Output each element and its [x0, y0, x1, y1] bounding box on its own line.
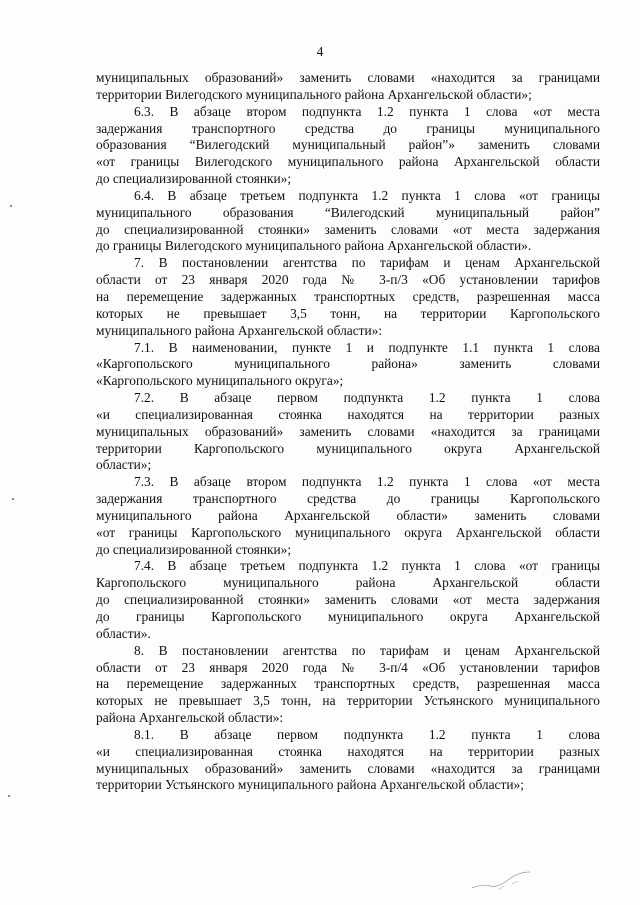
- paragraph-line: области»;: [96, 457, 152, 473]
- scan-mark: [468, 864, 538, 894]
- paragraph-line: которых не превышает 3,5 тонн, на территории Устьянского муниципального: [96, 693, 600, 709]
- paragraph-line: «Каргопольского муниципального округа»;: [96, 373, 344, 389]
- scan-speck: [8, 795, 10, 797]
- paragraph-line: задержания транспортного средства до границы муниципального: [96, 120, 600, 136]
- page-number: 4: [316, 44, 324, 59]
- paragraph-line: до специализированной стоянки»;: [96, 171, 292, 187]
- paragraph-line: 7.1. В наименовании, пункте 1 и подпункте 1.1 пункта 1 слова: [134, 339, 600, 355]
- paragraph-line: «и специализированная стоянка находятся на территории разных: [96, 743, 600, 759]
- paragraph-line: 7. В постановлении агентства по тарифам и ценам Архангельской: [134, 255, 600, 271]
- paragraph: [96, 558, 600, 642]
- paragraph-line: 6.3. В абзаце втором подпункта 1.2 пункта 1 слова «от места: [134, 103, 600, 119]
- paragraph-line: 8.1. В абзаце первом подпункта 1.2 пункта 1 слова: [134, 726, 600, 742]
- paragraph-line: муниципальных образований» заменить словами «находится за границами: [96, 423, 600, 439]
- paragraph: [96, 474, 600, 558]
- paragraph: [96, 104, 600, 188]
- paragraph-line: которых не превышает 3,5 тонн, на территории Каргопольского: [96, 305, 600, 321]
- paragraph-line: «от границы Каргопольского муниципального округа Архангельской области: [96, 524, 600, 540]
- paragraph: [96, 70, 600, 104]
- paragraph-line: 8. В постановлении агентства по тарифам и ценам Архангельской: [134, 642, 600, 658]
- paragraph-line: муниципальных образований» заменить словами «находится за границами: [96, 70, 600, 85]
- scan-speck: [10, 205, 12, 207]
- paragraph-line: области от 23 января 2020 года № 3-п/3 «Об установлении тарифов: [96, 272, 600, 288]
- paragraph: [96, 390, 600, 474]
- scan-speck: [12, 498, 14, 500]
- paragraph-line: 6.4. В абзаце третьем подпункта 1.2 пункта 1 слова «от границы: [134, 187, 600, 203]
- paragraph-line: на перемещение задержанных транспортных средств, разрешенная масса: [96, 676, 600, 692]
- paragraph-line: до специализированной стоянки» заменить словами «от места задержания: [96, 221, 600, 237]
- paragraph-line: области».: [96, 625, 151, 641]
- paragraph-line: до специализированной стоянки» заменить словами «от места задержания: [96, 592, 600, 608]
- paragraph-line: муниципального образования “Вилегодский муниципальный район”: [96, 204, 600, 220]
- paragraph-line: до границы Каргопольского муниципального округа Архангельской: [96, 609, 600, 624]
- paragraph: [96, 643, 600, 727]
- paragraph-line: образования “Вилегодский муниципальный район”» заменить словами: [96, 137, 600, 153]
- paragraph: [96, 255, 600, 339]
- paragraph-line: муниципального района Архангельской области»:: [96, 322, 383, 338]
- paragraph-line: района Архангельской области»:: [96, 710, 284, 726]
- paragraph: [96, 340, 600, 391]
- paragraph-line: на перемещение задержанных транспортных средств, разрешенная масса: [96, 288, 600, 304]
- paragraph-line: территории Устьянского муниципального района Архангельской области»;: [96, 777, 524, 793]
- document-body: [96, 70, 600, 794]
- paragraph: [96, 188, 600, 255]
- paragraph-line: до границы Вилегодского муниципального района Архангельской области».: [96, 238, 532, 254]
- paragraph-line: области от 23 января 2020 года № 3-п/4 «Об установлении тарифов: [96, 659, 600, 675]
- paragraph-line: Каргопольского муниципального района Архангельской области: [96, 575, 600, 591]
- paragraph-line: «и специализированная стоянка находятся на территории разных: [96, 406, 600, 422]
- paragraph-line: «от границы Вилегодского муниципального района Архангельской области: [96, 154, 600, 170]
- paragraph-line: территории Вилегодского муниципального района Архангельской области»;: [96, 86, 532, 102]
- paragraph-line: территории Каргопольского муниципального округа Архангельской: [96, 440, 600, 456]
- paragraph: [96, 727, 600, 794]
- paragraph-line: муниципального района Архангельской области» заменить словами: [96, 507, 600, 523]
- paragraph-line: «Каргопольского муниципального района» заменить словами: [96, 356, 600, 372]
- paragraph-line: муниципальных образований» заменить словами «находится за границами: [96, 760, 600, 776]
- paragraph-line: 7.2. В абзаце первом подпункта 1.2 пункта 1 слова: [134, 390, 600, 406]
- paragraph-line: 7.4. В абзаце третьем подпункта 1.2 пункта 1 слова «от границы: [134, 558, 600, 574]
- paragraph-line: 7.3. В абзаце втором подпункта 1.2 пункта 1 слова «от места: [134, 474, 600, 490]
- paragraph-line: задержания транспортного средства до границы Каргопольского: [96, 491, 600, 507]
- paragraph-line: до специализированной стоянки»;: [96, 541, 292, 557]
